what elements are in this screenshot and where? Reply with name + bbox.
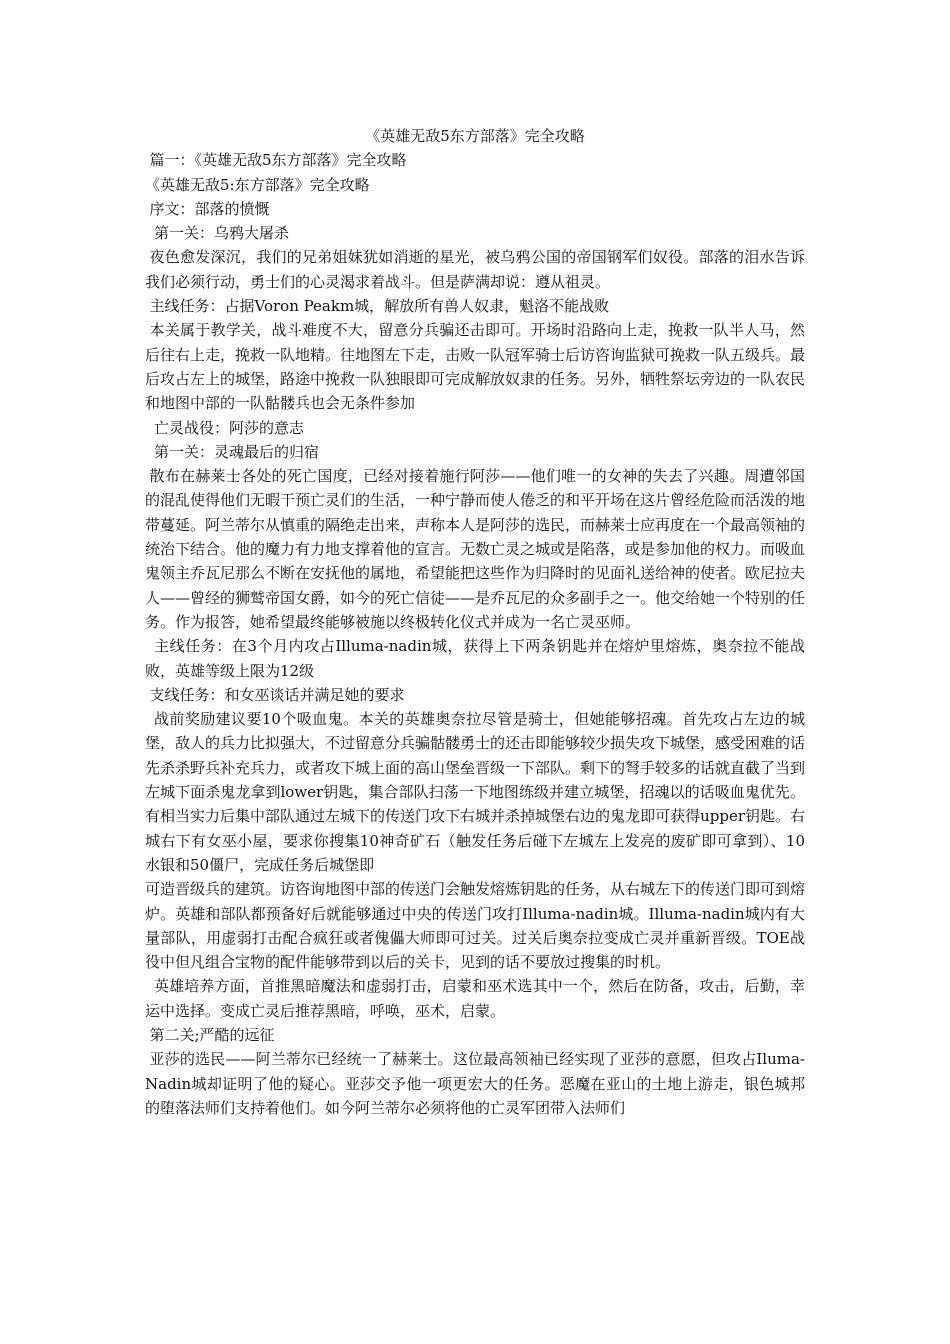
document-title: 《英雄无敌5东方部落》完全攻略 xyxy=(365,127,585,145)
body-paragraph: 战前奖励建议要10个吸血鬼。本关的英雄奥奈拉尽管是骑士，但她能够招魂。首先攻占左边的城堡，敌人的兵力比拟强大，不过留意分兵骗骷髅勇士的还击即能够较少损失攻下城堡，感受困难的话先杀杀野兵补充兵力，或者攻下城上面的高山堡垒晋级一下部队。剩下的弩手较多的话就直截了当到左城下面杀鬼龙拿到lower钥匙，集合部队扫荡一下地图练级并建立城堡，招魂以的话吸血鬼优先。有相当实力后集中部队通过左城下的传送门攻下右城并杀掉城堡右边的鬼龙即可获得upper钥匙。右城右下有女巫小屋，要求你搜集10神奇矿石（触发任务后碰下左城左上发亮的废矿即可拿到）、10水银和50僵尸，完成任务后城堡即 xyxy=(145,710,806,874)
document-body xyxy=(145,148,805,1120)
body-paragraph: 亚莎的选民——阿兰蒂尔已经统一了赫莱士。这位最高领袖已经实现了亚莎的意愿，但攻占Iluma-Nadin城却证明了他的疑心。亚莎交予他一项更宏大的任务。恶魔在亚山的土地上游走，银色城邦的堕落法师们支持着他们。如今阿兰蒂尔必须将他的亡灵军团带入法师们 xyxy=(145,1050,805,1117)
body-paragraph: 散布在赫莱士各处的死亡国度，已经对接着施行阿莎——他们唯一的女神的失去了兴趣。周遭邻国的混乱使得他们无暇干预亡灵们的生活，一种宁静而使人倦乏的和平开场在这片曾经危险而活泼的地带蔓延。阿兰蒂尔从慎重的隔绝走出来，声称本人是阿莎的选民，而赫莱士应再度在一个最高领袖的统治下结合。他的魔力有力地支撑着他的宣言。无数亡灵之城或是陷落，或是参加他的权力。而吸血鬼领主乔瓦尼那么不断在安抚他的属地，希望能把这些作为归降时的见面礼送给神的使者。欧尼拉夫人——曾经的狮鹫帝国女爵，如今的死亡信徒——是乔瓦尼的众多副手之一。他交给她一个特别的任务。作为报答，她希望最终能够被施以终极转化仪式并成为一名亡灵巫师。 xyxy=(145,467,806,631)
body-paragraph: 主线任务：在3个月内攻占Illuma-nadin城，获得上下两条钥匙并在熔炉里熔炼，奥奈拉不能战败，英雄等级上限为12级 xyxy=(145,637,805,680)
body-paragraph: 英雄培养方面，首推黑暗魔法和虚弱打击，启蒙和巫术选其中一个，然后在防备，攻击，后勤，幸运中选择。变成亡灵后推荐黑暗，呼唤，巫术，启蒙。 xyxy=(145,977,805,1020)
heading-line: 序文：部落的愤慨 xyxy=(149,199,270,218)
heading-line: 第一关：乌鸦大屠杀 xyxy=(154,224,290,243)
heading-line: 《英雄无敌5:东方部落》完全攻略 xyxy=(145,175,370,194)
heading-line: 亡灵战役：阿莎的意志 xyxy=(154,418,305,437)
body-paragraph: 可造晋级兵的建筑。访咨询地图中部的传送门会触发熔炼钥匙的任务，从右城左下的传送门即可到熔炉。英雄和部队都预备好后就能够通过中央的传送门攻打Illuma-nadin城。Illuma-nadin城内有大量部队，用虚弱打击配合疯狂或者傀儡大师即可过关。过关后奥奈拉变成亡灵并重新晋级。TOE战役中但凡组合宝物的配件能够带到以后的关卡，见到的话不要放过搜集的时机。 xyxy=(145,880,806,972)
body-paragraph: 本关属于教学关，战斗难度不大，留意分兵骗还击即可。开场时沿路向上走，挽救一队半人马，然后往右上走，挽救一队地精。往地图左下走，击败一队冠军骑士后访咨询监狱可挽救一队五级兵。最后攻占左上的城堡，路途中挽救一队独眼即可完成解放奴隶的任务。另外，牺牲祭坛旁边的一队农民和地图中部的一队骷髅兵也会无条件参加 xyxy=(145,321,806,413)
heading-line: 主线任务：占据Voron Peakm城，解放所有兽人奴隶，魁洛不能战败 xyxy=(149,297,610,316)
heading-line: 第一关：灵魂最后的归宿 xyxy=(154,442,320,461)
document-page xyxy=(145,124,805,1120)
heading-line: 第二关;严酷的远征 xyxy=(149,1025,275,1044)
heading-line: 篇一：《英雄无敌5东方部落》完全攻略 xyxy=(149,151,407,170)
heading-line: 支线任务：和女巫谈话并满足她的要求 xyxy=(149,685,405,704)
body-paragraph: 夜色愈发深沉，我们的兄弟姐妹犹如消逝的星光，被乌鸦公国的帝国钢军们奴役。部落的泪水告诉我们必须行动，勇士们的心灵渴求着战斗。但是萨满却说：遵从祖灵。 xyxy=(145,248,805,291)
